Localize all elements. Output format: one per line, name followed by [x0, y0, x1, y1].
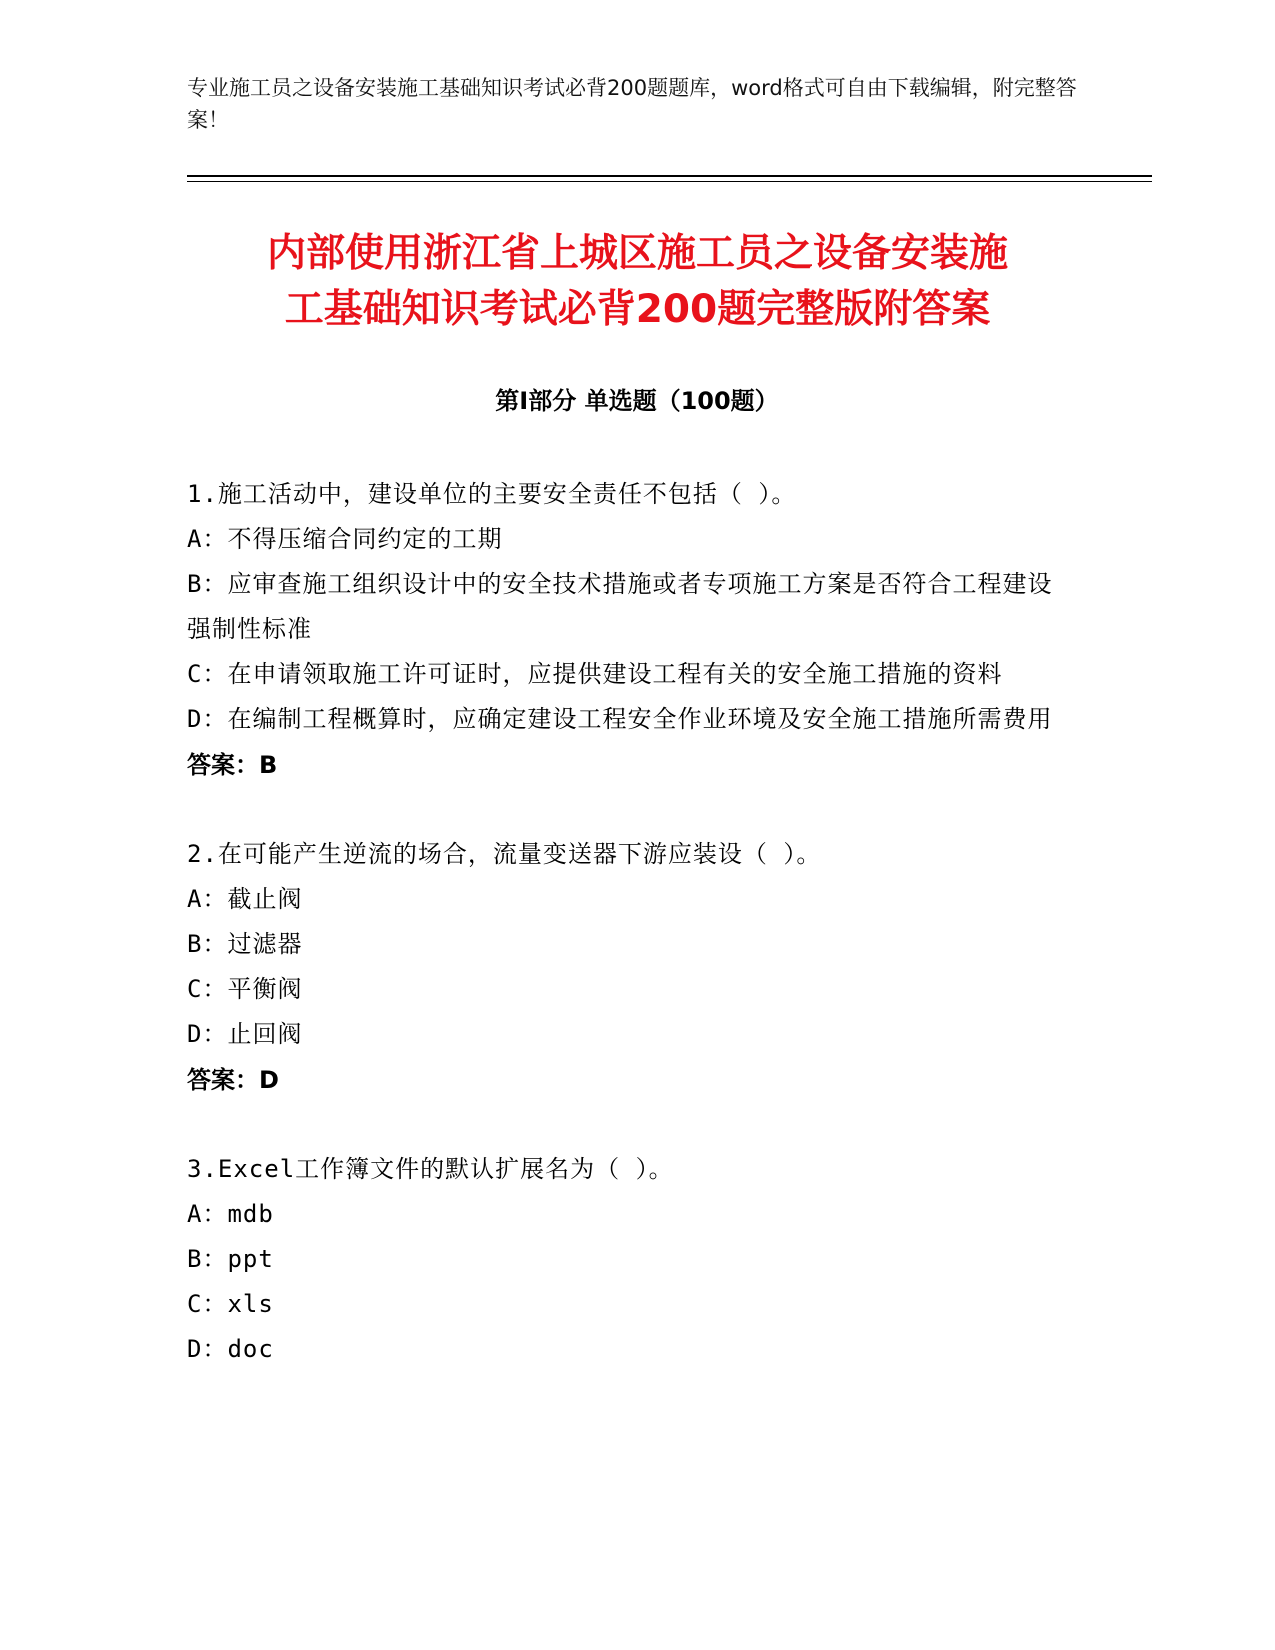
- answer: 答案：D: [187, 1066, 279, 1094]
- question-2: [187, 832, 1067, 1103]
- header-note: 专业施工员之设备安装施工基础知识考试必背200题题库，word格式可自由下载编辑，附完整答案！: [187, 76, 1077, 132]
- document-title-line-2: 工基础知识考试必背200题完整版附答案: [284, 287, 991, 332]
- header-rule-thick: [187, 175, 1152, 177]
- option-b: B：应审查施工组织设计中的安全技术措施或者专项施工方案是否符合工程建设强制性标准: [187, 570, 1053, 643]
- document-title: [150, 226, 1125, 338]
- question-stem: 3.Excel工作簿文件的默认扩展名为（ ）。: [187, 1155, 674, 1183]
- question-stem: 2.在可能产生逆流的场合，流量变送器下游应装设（ ）。: [187, 840, 822, 868]
- option-c: C：在申请领取施工许可证时，应提供建设工程有关的安全施工措施的资料: [187, 660, 1003, 688]
- question-3: [187, 1147, 1067, 1372]
- option-b: B：过滤器: [187, 930, 303, 958]
- option-a: A：截止阀: [187, 885, 303, 913]
- option-c: C：xls: [187, 1290, 274, 1318]
- question-stem: 1.施工活动中，建设单位的主要安全责任不包括（ ）。: [187, 480, 797, 508]
- header-rule-thin: [187, 181, 1152, 182]
- option-d: D：在编制工程概算时，应确定建设工程安全作业环境及安全施工措施所需费用: [187, 705, 1053, 733]
- section-title: 第Ⅰ部分 单选题（100题）: [495, 387, 779, 415]
- option-a: A：mdb: [187, 1200, 274, 1228]
- option-d: D：doc: [187, 1335, 274, 1363]
- option-c: C：平衡阀: [187, 975, 303, 1003]
- option-a: A：不得压缩合同约定的工期: [187, 525, 503, 553]
- option-b: B：ppt: [187, 1245, 274, 1273]
- option-d: D：止回阀: [187, 1020, 303, 1048]
- question-list: [187, 472, 1067, 1416]
- document-title-line-1: 内部使用浙江省上城区施工员之设备安装施: [266, 231, 1008, 276]
- answer: 答案：B: [187, 751, 278, 779]
- question-1: [187, 472, 1067, 788]
